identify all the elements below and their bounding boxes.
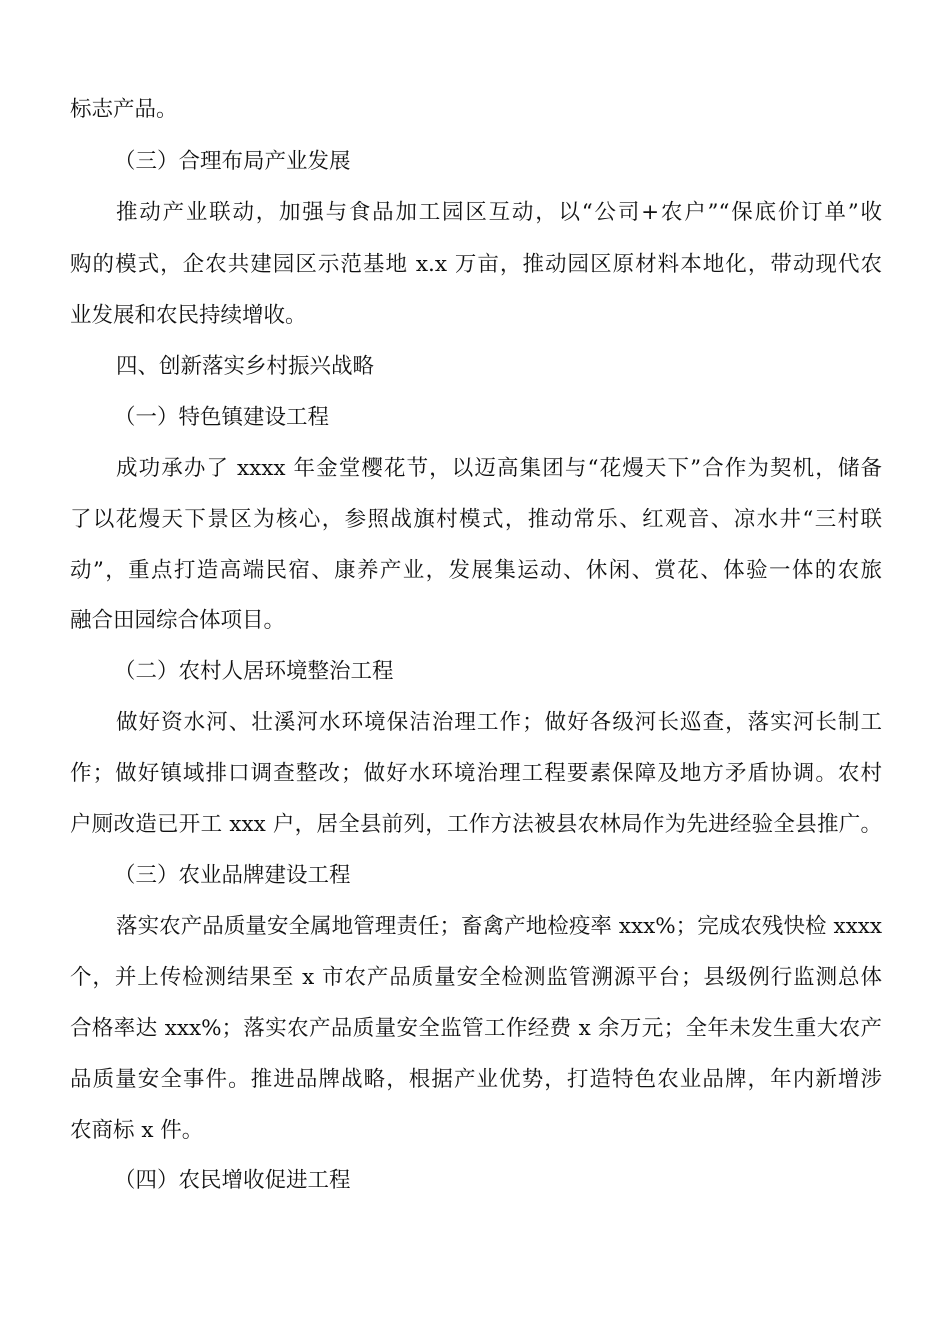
paragraph-line: 业发展和农民持续增收。: [70, 303, 307, 328]
paragraph-line: 标志产品。: [70, 97, 178, 122]
paragraph-line: 推动产业联动，加强与食品加工园区互动，以“公司+农户”“保底价订单”收: [116, 200, 882, 225]
paragraph-line: 融合田园综合体项目。: [70, 608, 286, 633]
chapter-heading: 四、创新落实乡村振兴战略: [116, 354, 375, 379]
section-heading: （四）农民增收促进工程: [114, 1168, 351, 1193]
paragraph-line: 购的模式，企农共建园区示范基地 x.x 万亩，推动园区原材料本地化，带动现代农: [70, 252, 882, 277]
paragraph-line: 落实农产品质量安全属地管理责任；畜禽产地检疫率 xxx%；完成农残快检 xxxx: [116, 914, 882, 939]
section-heading: （三）合理布局产业发展: [114, 149, 351, 174]
paragraph-line: 户厕改造已开工 xxx 户，居全县前列，工作方法被县农林局作为先进经验全县推广。: [70, 812, 882, 837]
paragraph-line: 作；做好镇域排口调查整改；做好水环境治理工程要素保障及地方矛盾协调。农村: [70, 761, 882, 786]
paragraph-line: 做好资水河、壮溪河水环境保洁治理工作；做好各级河长巡查，落实河长制工: [116, 710, 882, 735]
paragraph-line: 个，并上传检测结果至 x 市农产品质量安全检测监管溯源平台；县级例行监测总体: [70, 965, 882, 990]
section-heading: （三）农业品牌建设工程: [114, 863, 351, 888]
paragraph-line: 了以花熳天下景区为核心，参照战旗村模式，推动常乐、红观音、凉水井“三村联: [70, 507, 882, 532]
section-heading: （二）农村人居环境整治工程: [114, 659, 394, 684]
section-heading: （一）特色镇建设工程: [114, 405, 330, 430]
paragraph-line: 品质量安全事件。推进品牌战略，根据产业优势，打造特色农业品牌，年内新增涉: [70, 1067, 882, 1092]
paragraph-line: 成功承办了 xxxx 年金堂樱花节，以迈高集团与“花熳天下”合作为契机，储备: [116, 456, 882, 481]
paragraph-line: 动”，重点打造高端民宿、康养产业，发展集运动、休闲、赏花、体验一体的农旅: [70, 558, 882, 583]
paragraph-line: 农商标 x 件。: [70, 1118, 204, 1143]
paragraph-line: 合格率达 xxx%；落实农产品质量安全监管工作经费 x 余万元；全年未发生重大农产: [70, 1016, 882, 1041]
